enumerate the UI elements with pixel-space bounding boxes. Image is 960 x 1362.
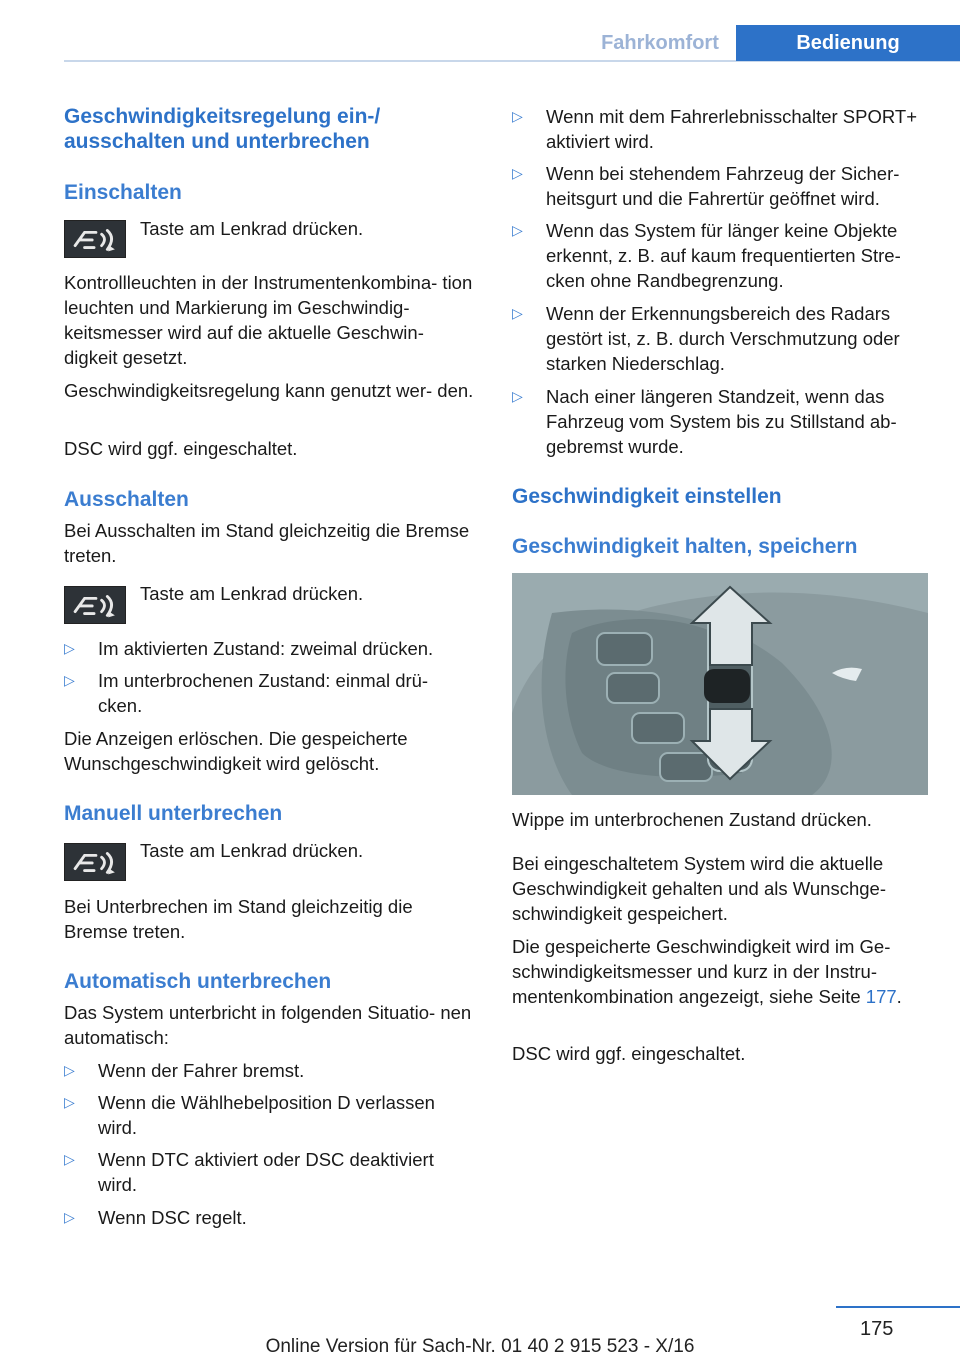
page-number: 175: [860, 1318, 894, 1340]
steering-wheel-illustration: [512, 573, 928, 795]
bullet-mark: ▷: [64, 1062, 75, 1078]
heading-automatisch: Automatisch unterbrechen: [64, 970, 332, 993]
image-caption: Wippe im unterbrochenen Zustand drücken.: [512, 809, 872, 830]
bullet-mark: ▷: [64, 1209, 75, 1225]
section-title: Geschwindigkeitsregelung ein-/ ausschalten und unterbrechen: [64, 105, 381, 153]
einschalten-p2: Geschwindigkeitsregelung kann genutzt wer‐ den.: [64, 380, 474, 401]
bullet-mark: ▷: [64, 672, 75, 688]
cruise-control-button-icon: [64, 220, 126, 258]
cruise-control-button-icon: [64, 586, 126, 624]
right-p2: Die gespeicherte Geschwindigkeit wird im Ge‐ schwindigkeitsmesser und kurz in der Instru‐ mentenkombination angezeigt, siehe Seite 177.: [512, 936, 902, 1007]
bullet-mark: ▷: [512, 108, 523, 124]
bullet-mark: ▷: [512, 388, 523, 404]
bullet-mark: ▷: [64, 1094, 75, 1110]
heading-halten-speichern: Geschwindigkeit halten, speichern: [512, 535, 858, 558]
heading-ausschalten: Ausschalten: [64, 488, 189, 511]
section-title-2: Geschwindigkeit einstellen: [512, 485, 782, 508]
manuell-p1: Bei Unterbrechen im Stand gleichzeitig die Bremse treten.: [64, 896, 413, 942]
ausschalten-p1: Bei Ausschalten im Stand gleichzeitig die Bremse treten.: [64, 520, 470, 566]
steering-wheel-rocker-photo: [512, 573, 928, 795]
bullet-mark: ▷: [64, 1151, 75, 1167]
heading-manuell: Manuell unterbrechen: [64, 802, 283, 825]
bullet-mark: ▷: [512, 305, 523, 321]
bullet-mark: ▷: [512, 222, 523, 238]
page-link[interactable]: 177: [865, 986, 897, 1007]
right-p1: Bei eingeschaltetem System wird die aktuelle Geschwindigkeit gehalten und als Wunschge‐ schwindigkeit gespeichert.: [512, 853, 886, 924]
einschalten-p1: Kontrollleuchten in der Instrumentenkombina‐ tion leuchten und Markierung im Geschwindig‐ keitsmesser wird auf die aktuelle Geschwin‐ digkeit gesetzt.: [64, 272, 473, 368]
manuell-icon-text: Taste am Lenkrad drücken.: [140, 840, 364, 861]
tab-chapter[interactable]: Bedienung: [736, 25, 960, 61]
einschalten-p3: DSC wird ggf. eingeschaltet.: [64, 438, 298, 459]
footer-rule: [836, 1306, 960, 1308]
bullet-mark: ▷: [512, 165, 523, 181]
ausschalten-icon-text: Taste am Lenkrad drücken.: [140, 583, 364, 604]
heading-einschalten: Einschalten: [64, 181, 182, 204]
automatisch-p1: Das System unterbricht in folgenden Situatio‐ nen automatisch:: [64, 1002, 472, 1048]
tab-section[interactable]: Fahrkomfort: [601, 31, 719, 54]
einschalten-icon-text: Taste am Lenkrad drücken.: [140, 218, 364, 239]
right-p3: DSC wird ggf. eingeschaltet.: [512, 1043, 746, 1064]
cruise-control-button-icon: [64, 843, 126, 881]
online-version-note: Online Version für Sach-Nr. 01 40 2 915 523 - X/16: [265, 1336, 695, 1357]
bullet-mark: ▷: [64, 640, 75, 656]
ausschalten-p2: Die Anzeigen erlöschen. Die gespeicherte Wunschgeschwindigkeit wird gelöscht.: [64, 728, 408, 774]
